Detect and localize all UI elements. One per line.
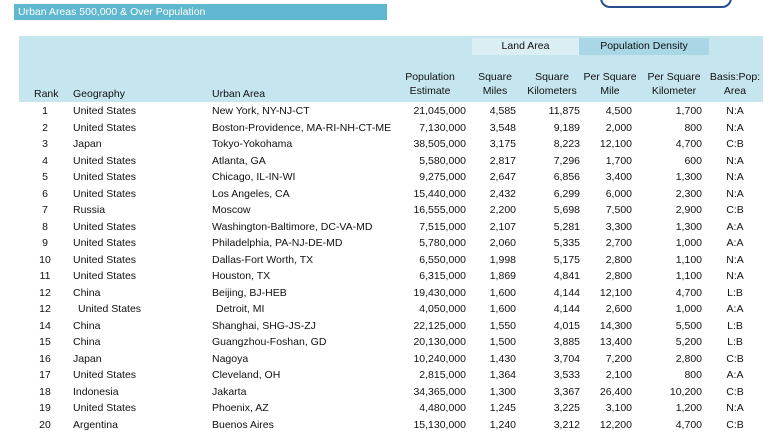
per-sq-mile-cell: 7,200 [582, 351, 632, 368]
urban-area-cell: Tokyo-Yokohama [212, 136, 292, 153]
basis-cell: N:A [720, 268, 750, 285]
sq-miles-cell: 2,817 [470, 153, 516, 170]
urban-area-cell: Chicago, IL-IN-WI [212, 169, 295, 186]
urban-area-cell: Buenos Aires [212, 417, 274, 433]
sq-miles-cell: 2,107 [470, 219, 516, 236]
urban-area-cell: Los Angeles, CA [212, 186, 290, 203]
table-row [0, 153, 782, 170]
sq-km-cell: 3,367 [526, 384, 580, 401]
urban-area-cell: Nagoya [212, 351, 248, 368]
per-sq-km-cell: 4,700 [645, 136, 702, 153]
sq-miles-cell: 4,585 [470, 103, 516, 120]
urban-area-cell: Phoenix, AZ [212, 400, 269, 417]
per-sq-mile-cell: 2,600 [582, 301, 632, 318]
table-row [0, 334, 782, 351]
basis-cell: C:B [720, 417, 750, 433]
geography-cell: United States [73, 186, 136, 203]
sq-miles-cell: 3,175 [470, 136, 516, 153]
per-sq-km-cell: 1,000 [645, 235, 702, 252]
population-cell: 4,050,000 [400, 301, 466, 318]
rank-cell: 11 [30, 268, 60, 285]
geography-cell: United States [73, 153, 136, 170]
per-sq-mile-cell: 2,100 [582, 367, 632, 384]
geography-cell: United States [73, 268, 136, 285]
sq-km-cell: 3,212 [526, 417, 580, 433]
rank-cell: 12 [30, 285, 60, 302]
per-sq-km-cell: 4,700 [645, 285, 702, 302]
population-cell: 19,430,000 [400, 285, 466, 302]
sq-km-cell: 7,296 [526, 153, 580, 170]
per-sq-km-cell: 2,800 [645, 351, 702, 368]
population-cell: 9,275,000 [400, 169, 466, 186]
geography-cell: Japan [73, 351, 102, 368]
table-row [0, 202, 782, 219]
basis-cell: N:A [720, 120, 750, 137]
sq-km-cell: 3,533 [526, 367, 580, 384]
sq-km-cell: 5,335 [526, 235, 580, 252]
rank-cell: 8 [30, 219, 60, 236]
geography-cell: China [73, 285, 100, 302]
sq-km-cell: 3,704 [526, 351, 580, 368]
header-per-sq-mile-line1: Per Square [582, 70, 638, 84]
population-cell: 5,780,000 [400, 235, 466, 252]
geography-cell: United States [73, 219, 136, 236]
geography-cell: United States [73, 400, 136, 417]
table-row [0, 169, 782, 186]
rank-cell: 20 [30, 417, 60, 433]
per-sq-mile-cell: 2,000 [582, 120, 632, 137]
table-row [0, 219, 782, 236]
header-sq-miles-line2: Miles [470, 84, 520, 98]
per-sq-mile-cell: 26,400 [582, 384, 632, 401]
rank-cell: 12 [30, 301, 60, 318]
header-per-sq-km-line1: Per Square [642, 70, 706, 84]
per-sq-km-cell: 5,500 [645, 318, 702, 335]
urban-area-cell: Moscow [212, 202, 251, 219]
header-population-line2: Estimate [400, 84, 460, 98]
basis-cell: N:A [720, 186, 750, 203]
population-cell: 4,480,000 [400, 400, 466, 417]
header-per-sq-km-line2: Kilometer [642, 84, 706, 98]
rank-cell: 6 [30, 186, 60, 203]
rank-cell: 3 [30, 136, 60, 153]
basis-cell: A:A [720, 301, 750, 318]
per-sq-mile-cell: 12,100 [582, 285, 632, 302]
sq-km-cell: 4,144 [526, 285, 580, 302]
sq-miles-cell: 1,998 [470, 252, 516, 269]
sq-km-cell: 8,223 [526, 136, 580, 153]
population-cell: 6,315,000 [400, 268, 466, 285]
rank-cell: 4 [30, 153, 60, 170]
urban-area-cell: Philadelphia, PA-NJ-DE-MD [212, 235, 343, 252]
per-sq-km-cell: 2,900 [645, 202, 702, 219]
population-cell: 15,130,000 [400, 417, 466, 433]
sq-km-cell: 6,299 [526, 186, 580, 203]
per-sq-mile-cell: 2,800 [582, 252, 632, 269]
sq-km-cell: 4,144 [526, 301, 580, 318]
header-sq-km-line1: Square [522, 70, 582, 84]
per-sq-km-cell: 2,300 [645, 186, 702, 203]
sq-miles-cell: 1,550 [470, 318, 516, 335]
table-row [0, 384, 782, 401]
urban-area-cell: Boston-Providence, MA-RI-NH-CT-ME [212, 120, 391, 137]
table-row [0, 186, 782, 203]
table-title: Urban Areas 500,000 & Over Population [14, 4, 387, 20]
rank-cell: 16 [30, 351, 60, 368]
header-urban-area: Urban Area [212, 87, 265, 101]
basis-cell: A:A [720, 219, 750, 236]
rank-cell: 14 [30, 318, 60, 335]
basis-cell: N:A [720, 103, 750, 120]
basis-cell: L:B [720, 285, 750, 302]
population-cell: 7,130,000 [400, 120, 466, 137]
rank-cell: 18 [30, 384, 60, 401]
per-sq-km-cell: 10,200 [645, 384, 702, 401]
population-density-group-header: Population Density [579, 38, 709, 55]
geography-cell: United States [73, 367, 136, 384]
population-cell: 10,240,000 [400, 351, 466, 368]
sq-miles-cell: 1,430 [470, 351, 516, 368]
urban-area-cell: Houston, TX [212, 268, 270, 285]
per-sq-mile-cell: 6,000 [582, 186, 632, 203]
per-sq-km-cell: 1,700 [645, 103, 702, 120]
per-sq-mile-cell: 3,100 [582, 400, 632, 417]
per-sq-mile-cell: 2,800 [582, 268, 632, 285]
table-row [0, 103, 782, 120]
sq-miles-cell: 1,869 [470, 268, 516, 285]
basis-cell: C:B [720, 384, 750, 401]
sq-km-cell: 9,189 [526, 120, 580, 137]
urban-area-cell: Guangzhou-Foshan, GD [212, 334, 326, 351]
per-sq-km-cell: 1,200 [645, 400, 702, 417]
sq-km-cell: 3,225 [526, 400, 580, 417]
table-row [0, 318, 782, 335]
per-sq-km-cell: 600 [645, 153, 702, 170]
basis-cell: L:B [720, 334, 750, 351]
rank-cell: 19 [30, 400, 60, 417]
per-sq-mile-cell: 14,300 [582, 318, 632, 335]
urban-area-cell: Dallas-Fort Worth, TX [212, 252, 313, 269]
per-sq-mile-cell: 7,500 [582, 202, 632, 219]
header-per-sq-mile-line2: Mile [582, 84, 638, 98]
rank-cell: 7 [30, 202, 60, 219]
geography-cell: United States [73, 235, 136, 252]
per-sq-mile-cell: 2,700 [582, 235, 632, 252]
land-area-group-header: Land Area [472, 38, 579, 55]
population-cell: 2,815,000 [400, 367, 466, 384]
sq-miles-cell: 3,548 [470, 120, 516, 137]
rank-cell: 17 [30, 367, 60, 384]
header-basis-line1: Basis:Pop: [708, 70, 762, 84]
sq-miles-cell: 1,600 [470, 285, 516, 302]
population-cell: 20,130,000 [400, 334, 466, 351]
header-rank: Rank [34, 87, 59, 101]
rank-cell: 5 [30, 169, 60, 186]
per-sq-km-cell: 1,300 [645, 219, 702, 236]
per-sq-km-cell: 1,100 [645, 252, 702, 269]
population-cell: 6,550,000 [400, 252, 466, 269]
urban-area-cell: Beijing, BJ-HEB [212, 285, 287, 302]
population-cell: 16,555,000 [400, 202, 466, 219]
basis-cell: N:A [720, 169, 750, 186]
basis-cell: L:B [720, 318, 750, 335]
sq-km-cell: 3,885 [526, 334, 580, 351]
sq-km-cell: 4,841 [526, 268, 580, 285]
basis-cell: N:A [720, 153, 750, 170]
sq-miles-cell: 1,240 [470, 417, 516, 433]
urban-area-cell: Atlanta, GA [212, 153, 266, 170]
urban-area-cell: Detroit, MI [216, 301, 264, 318]
per-sq-mile-cell: 4,500 [582, 103, 632, 120]
urban-area-cell: Washington-Baltimore, DC-VA-MD [212, 219, 372, 236]
per-sq-km-cell: 1,000 [645, 301, 702, 318]
rank-cell: 15 [30, 334, 60, 351]
sq-miles-cell: 1,500 [470, 334, 516, 351]
geography-cell: Indonesia [73, 384, 119, 401]
per-sq-mile-cell: 3,300 [582, 219, 632, 236]
sq-km-cell: 11,875 [526, 103, 580, 120]
basis-cell: N:A [720, 400, 750, 417]
geography-cell: Japan [73, 136, 102, 153]
sq-km-cell: 5,698 [526, 202, 580, 219]
table-row [0, 285, 782, 302]
rank-cell: 10 [30, 252, 60, 269]
per-sq-mile-cell: 3,400 [582, 169, 632, 186]
basis-cell: A:A [720, 235, 750, 252]
table-row [0, 351, 782, 368]
population-cell: 22,125,000 [400, 318, 466, 335]
rank-cell: 2 [30, 120, 60, 137]
table-row [0, 400, 782, 417]
geography-cell: United States [73, 252, 136, 269]
sq-km-cell: 6,856 [526, 169, 580, 186]
header-geography: Geography [73, 87, 125, 101]
sq-miles-cell: 2,060 [470, 235, 516, 252]
basis-cell: N:A [720, 252, 750, 269]
sq-miles-cell: 2,200 [470, 202, 516, 219]
table-row [0, 301, 782, 318]
per-sq-km-cell: 800 [645, 120, 702, 137]
per-sq-km-cell: 800 [645, 367, 702, 384]
header-sq-km-line2: Kilometers [522, 84, 582, 98]
basis-cell: C:B [720, 202, 750, 219]
per-sq-km-cell: 1,100 [645, 268, 702, 285]
geography-cell: Russia [73, 202, 105, 219]
per-sq-km-cell: 4,700 [645, 417, 702, 433]
per-sq-mile-cell: 12,100 [582, 136, 632, 153]
header-sq-miles-line1: Square [470, 70, 520, 84]
population-cell: 21,045,000 [400, 103, 466, 120]
per-sq-mile-cell: 12,200 [582, 417, 632, 433]
rank-cell: 1 [30, 103, 60, 120]
population-cell: 7,515,000 [400, 219, 466, 236]
urban-area-cell: Jakarta [212, 384, 246, 401]
table-row [0, 136, 782, 153]
population-cell: 34,365,000 [400, 384, 466, 401]
basis-cell: A:A [720, 367, 750, 384]
sq-km-cell: 5,175 [526, 252, 580, 269]
geography-cell: United States [73, 120, 136, 137]
population-cell: 38,505,000 [400, 136, 466, 153]
geography-cell: United States [73, 103, 136, 120]
table-row [0, 120, 782, 137]
geography-cell: United States [73, 169, 136, 186]
sq-km-cell: 4,015 [526, 318, 580, 335]
per-sq-mile-cell: 13,400 [582, 334, 632, 351]
rank-cell: 9 [30, 235, 60, 252]
urban-area-cell: Cleveland, OH [212, 367, 280, 384]
population-cell: 15,440,000 [400, 186, 466, 203]
table-row [0, 235, 782, 252]
population-cell: 5,580,000 [400, 153, 466, 170]
table-row [0, 268, 782, 285]
sq-km-cell: 5,281 [526, 219, 580, 236]
top-button-edge[interactable] [600, 0, 732, 8]
sq-miles-cell: 1,364 [470, 367, 516, 384]
per-sq-km-cell: 1,300 [645, 169, 702, 186]
table-row [0, 367, 782, 384]
basis-cell: C:B [720, 351, 750, 368]
sq-miles-cell: 1,600 [470, 301, 516, 318]
header-basis-line2: Area [708, 84, 762, 98]
basis-cell: C:B [720, 136, 750, 153]
geography-cell: China [73, 334, 100, 351]
geography-cell: China [73, 318, 100, 335]
geography-cell: United States [78, 301, 141, 318]
table-row [0, 252, 782, 269]
sq-miles-cell: 1,300 [470, 384, 516, 401]
header-population-line1: Population [400, 70, 460, 84]
sq-miles-cell: 2,432 [470, 186, 516, 203]
urban-area-cell: New York, NY-NJ-CT [212, 103, 310, 120]
sq-miles-cell: 2,647 [470, 169, 516, 186]
geography-cell: Argentina [73, 417, 118, 433]
sq-miles-cell: 1,245 [470, 400, 516, 417]
per-sq-mile-cell: 1,700 [582, 153, 632, 170]
urban-area-cell: Shanghai, SHG-JS-ZJ [212, 318, 316, 335]
per-sq-km-cell: 5,200 [645, 334, 702, 351]
